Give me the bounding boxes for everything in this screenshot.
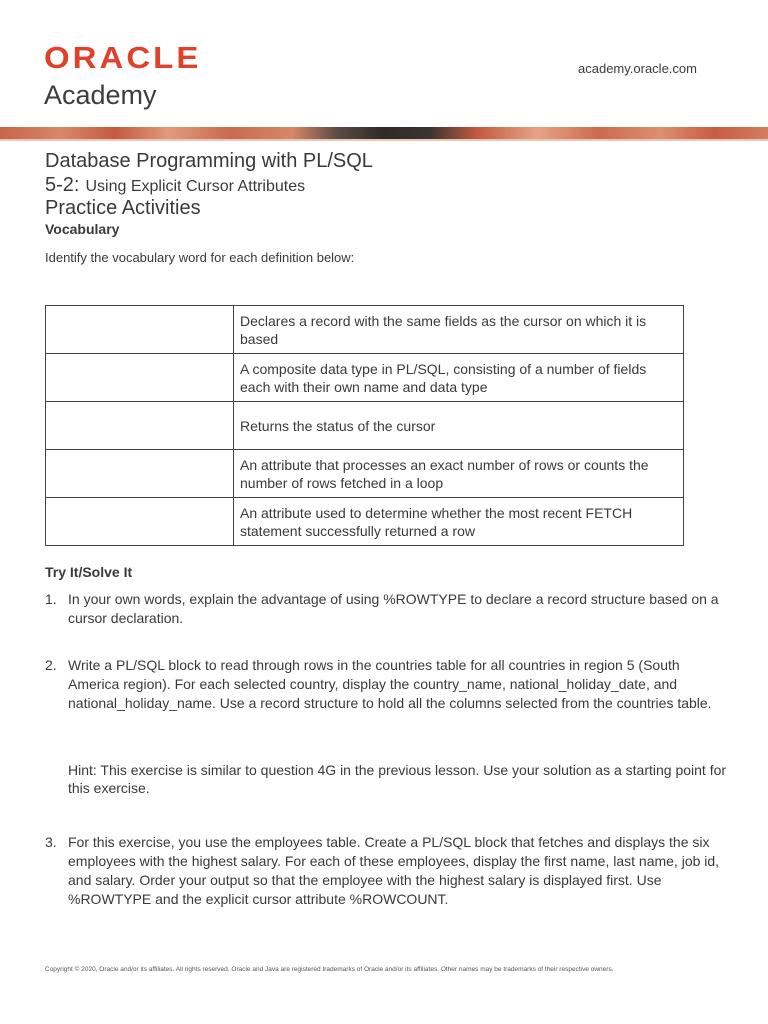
question-2 <box>45 656 725 713</box>
definition-cell: Declares a record with the same fields as the cursor on which it is based <box>234 306 684 354</box>
definition-cell: An attribute used to determine whether the most recent FETCH statement successfully returned a row <box>234 498 684 546</box>
vocabulary-table <box>45 305 684 546</box>
question-1 <box>45 590 725 628</box>
site-url: academy.oracle.com <box>578 61 697 76</box>
question-number: 3. <box>45 834 57 850</box>
table-row <box>46 354 684 402</box>
vocabulary-heading: Vocabulary <box>45 221 120 237</box>
definition-cell: Returns the status of the cursor <box>234 402 684 450</box>
term-cell[interactable] <box>46 402 234 450</box>
table-row <box>46 498 684 546</box>
term-cell[interactable] <box>46 354 234 402</box>
try-it-heading: Try It/Solve It <box>45 564 133 580</box>
logo-brand: ORACLE <box>44 40 202 75</box>
banner-divider <box>0 139 768 141</box>
term-cell[interactable] <box>46 450 234 498</box>
vocabulary-instruction: Identify the vocabulary word for each definition below: <box>45 250 355 265</box>
table-row <box>46 306 684 354</box>
section-title: Practice Activities <box>45 197 201 219</box>
oracle-academy-logo <box>44 42 201 110</box>
question-number: 1. <box>45 591 57 607</box>
question-3 <box>45 833 725 909</box>
table-row <box>46 450 684 498</box>
question-text: Write a PL/SQL block to read through rows in the countries table for all countries in region 5 (South America region). For each selected country, display the country_name, national_holiday_date, and national_holiday_name. Use a record structure to hold all the columns selected from the countries table. <box>68 657 712 711</box>
hint-text: Hint: This exercise is similar to question 4G in the previous lesson. Use your solution as a starting point for this exercise. <box>68 762 727 796</box>
term-cell[interactable] <box>46 498 234 546</box>
lesson-heading <box>45 174 305 197</box>
logo-sub: Academy <box>44 80 157 110</box>
definition-cell: A composite data type in PL/SQL, consisting of a number of fields each with their own name and data type <box>234 354 684 402</box>
header-banner <box>0 127 768 139</box>
term-cell[interactable] <box>46 306 234 354</box>
definition-cell: An attribute that processes an exact number of rows or counts the number of rows fetched in a loop <box>234 450 684 498</box>
course-title: Database Programming with PL/SQL <box>45 150 373 172</box>
lesson-title: Using Explicit Cursor Attributes <box>85 178 306 195</box>
question-text: In your own words, explain the advantage of using %ROWTYPE to declare a record structure based on a cursor declaration. <box>68 591 719 626</box>
copyright-footer: Copyright © 2020, Oracle and/or its affiliates. All rights reserved. Oracle and Java are registered trademarks of Oracle and/or its affiliates. Other names may be trademarks of their respective owners. <box>45 966 614 973</box>
table-row <box>46 402 684 450</box>
question-number: 2. <box>45 657 57 673</box>
lesson-number: 5-2: <box>45 174 80 196</box>
question-text: For this exercise, you use the employees table. Create a PL/SQL block that fetches and displays the six employees with the highest salary. For each of these employees, display the first name, last name, job id, and salary. Order your output so that the employee with the highest salary is displayed first. Use %ROWTYPE and the explicit cursor attribute %ROWCOUNT. <box>68 834 720 907</box>
